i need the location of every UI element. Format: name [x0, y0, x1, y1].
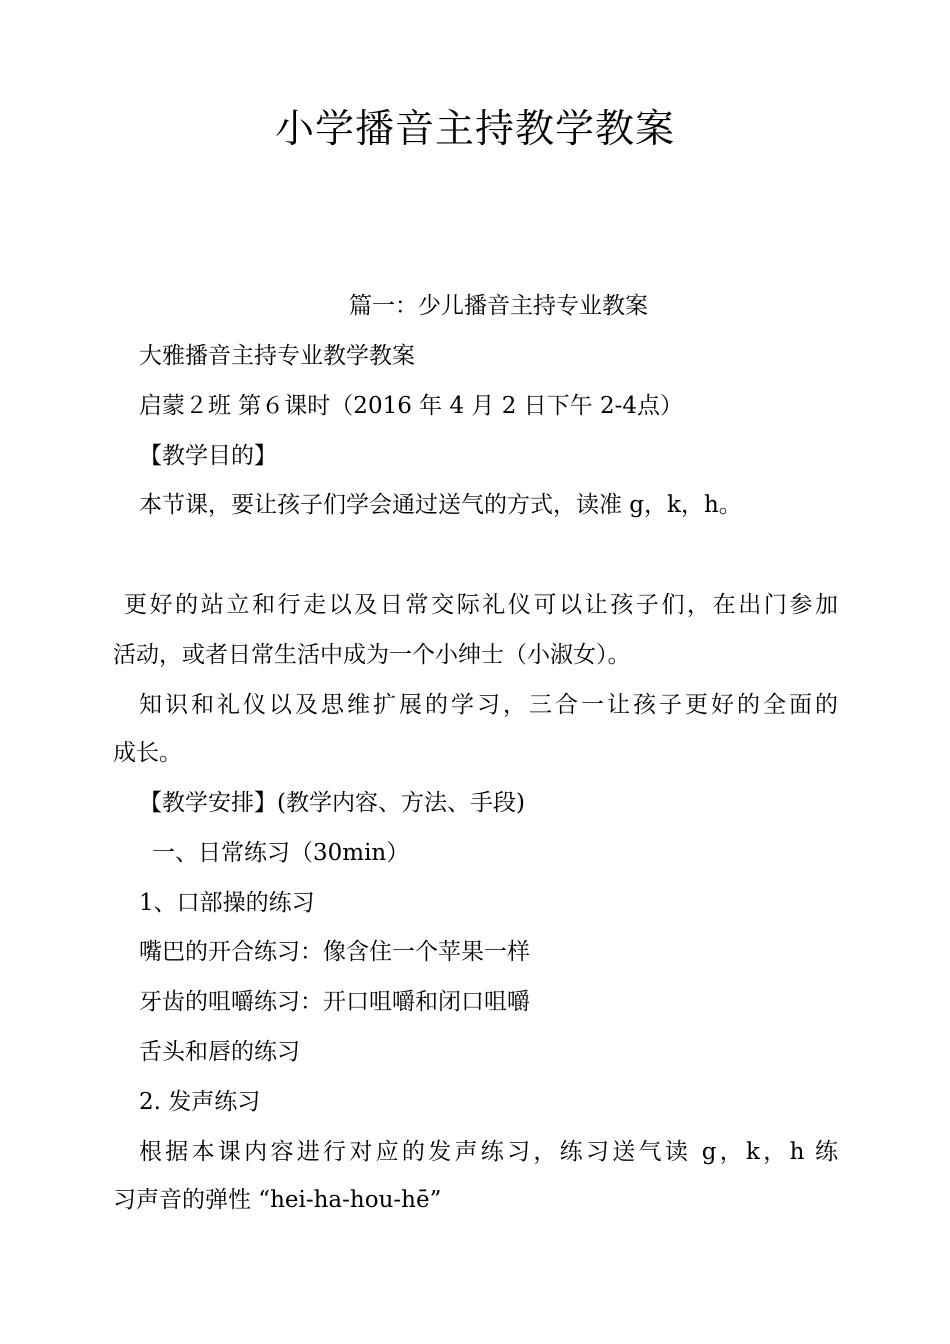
- paragraph-line: 舌头和唇的练习: [139, 1039, 300, 1065]
- section-heading: 篇一：少儿播音主持专业教案: [349, 293, 648, 319]
- paragraph-line: 活动，或者日常生活中成为一个小绅士（小淑女）。: [113, 642, 631, 668]
- paragraph-line: 根据本课内容进行对应的发声练习，练习送气读 g，k，h 练: [139, 1139, 838, 1165]
- paragraph-line: 嘴巴的开合练习：像含住一个苹果一样: [139, 939, 530, 965]
- paragraph-line: 1、口部操的练习: [139, 890, 315, 916]
- paragraph-line: 2. 发声练习: [139, 1089, 261, 1115]
- paragraph-line: 成长。: [113, 740, 182, 766]
- paragraph-line: 本节课，要让孩子们学会通过送气的方式，读准 g，k，h。: [139, 492, 742, 518]
- document-title: 小学播音主持教学教案: [274, 107, 675, 152]
- paragraph-line: 启蒙２班 第６课时（2016 年 4 月 2 日下午 2-4点）: [139, 393, 684, 419]
- paragraph-line: 习声音的弹性 “hei-ha-hou-hē”: [113, 1187, 442, 1213]
- paragraph-line: 更好的站立和行走以及日常交际礼仪可以让孩子们，在出门参加: [124, 592, 838, 618]
- paragraph-line: 牙齿的咀嚼练习：开口咀嚼和闭口咀嚼: [139, 989, 530, 1015]
- paragraph-line: 大雅播音主持专业教学教案: [139, 343, 415, 369]
- paragraph-line: 【教学目的】: [139, 443, 277, 469]
- paragraph-line: 【教学安排】(教学内容、方法、手段): [139, 790, 525, 816]
- paragraph-line: 一、日常练习（30min）: [152, 840, 410, 866]
- paragraph-line: 知识和礼仪以及思维扩展的学习，三合一让孩子更好的全面的: [139, 692, 838, 718]
